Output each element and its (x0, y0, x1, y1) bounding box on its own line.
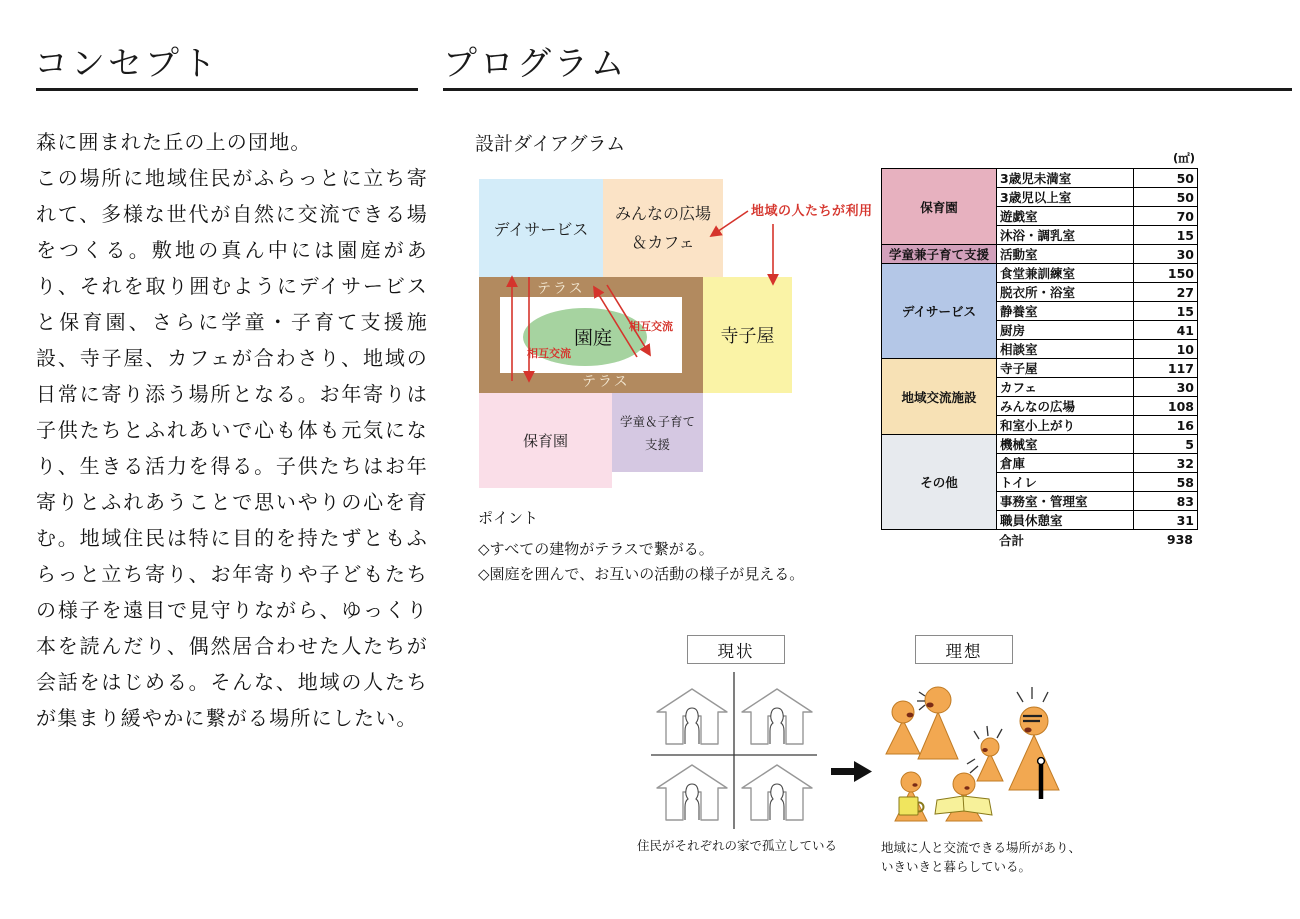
community-people-illustration (874, 668, 1074, 834)
table-room-cell: 相談室 (997, 340, 1134, 359)
person-talking-right (918, 687, 958, 759)
table-area-cell: 32 (1134, 454, 1198, 473)
total-value: 938 (1166, 532, 1193, 547)
concept-body-text: この場所に地域住民がふらっとに立ち寄れて、多様な世代が自然に交流できる場をつくる。敷地の真ん中には園庭があり、それを取り囲むようにデイサービスと保育園、さらに学童・子育て支援施設、寺子屋、カフェが合わさり、地域の日常に寄り添う場所となる。お年寄りは子供たちとふれあいで心も体も元気になり、生きる活力を得る。子供たちはお年寄りとふれあうことで思いやりの心を育む。地域住民は特に目的を持たずともふらっと立ち寄り、お年寄りや子どもたちの様子を遠目で見守りながら、ゆっくり本を読んだり、偶然居合わせた人たちが会話をはじめる。そんな、地域の人たちが集まり緩やかに繋がる場所にしたい。 (36, 166, 428, 730)
point-item-2: ◇園庭を囲んで、お互いの活動の様子が見える。 (478, 564, 805, 583)
area-total-row (881, 530, 1196, 549)
table-row (882, 169, 1198, 188)
total-label: 合計 (999, 532, 1025, 548)
excitement-rays-elderly (1017, 687, 1048, 702)
table-area-cell: 117 (1134, 359, 1198, 378)
table-room-cell: 遊戯室 (997, 207, 1134, 226)
table-room-cell: カフェ (997, 378, 1134, 397)
table-room-cell: 活動室 (997, 245, 1134, 264)
person-talking-left (886, 701, 920, 754)
area-table-body (882, 169, 1198, 530)
table-area-cell: 30 (1134, 245, 1198, 264)
diagram-block-plaza-cafe (603, 179, 723, 277)
ideal-state-tag (915, 635, 1013, 664)
table-area-cell: 5 (1134, 435, 1198, 454)
table-area-cell: 108 (1134, 397, 1198, 416)
diagram-block-dayservice (479, 179, 603, 277)
terrace-label-top: テラス (537, 281, 585, 297)
table-area-cell: 58 (1134, 473, 1198, 492)
points-title: ポイント (478, 509, 539, 527)
plaza-label-line1: みんなの広場 (614, 204, 711, 223)
table-area-cell: 10 (1134, 340, 1198, 359)
area-table-wrap (881, 150, 1197, 549)
table-row (882, 264, 1198, 283)
points-section (478, 507, 804, 586)
concept-title: コンセプト (34, 44, 219, 84)
gakudo-label-line2: 支援 (644, 436, 670, 452)
ideal-caption-line2: いきいきと暮らしている。 (881, 859, 1032, 874)
point-item-1: ◇すべての建物がテラスで繋がる。 (478, 540, 714, 558)
table-room-cell: トイレ (997, 473, 1134, 492)
table-room-cell: 職員休憩室 (997, 511, 1134, 530)
table-room-cell: 厨房 (997, 321, 1134, 340)
table-room-cell: 機械室 (997, 435, 1134, 454)
person-with-mug (895, 772, 927, 821)
child-figure (977, 738, 1003, 781)
diagram-block-terakoya (703, 277, 792, 393)
table-area-cell: 41 (1134, 321, 1198, 340)
mutual-exchange-label-left: 相互交流 (527, 347, 571, 360)
mug (899, 797, 918, 815)
table-room-cell: 3歳児未満室 (997, 169, 1134, 188)
table-area-cell: 70 (1134, 207, 1198, 226)
terrace-label-bottom: テラス (582, 374, 630, 390)
ideal-state-caption (881, 838, 1081, 876)
table-room-cell: 寺子屋 (997, 359, 1134, 378)
table-row (882, 435, 1198, 454)
diagram-block-nursery (479, 393, 612, 488)
table-room-cell: 和室小上がり (997, 416, 1134, 435)
gakudo-label-line1: 学童＆子育て (619, 413, 695, 429)
ideal-state-label: 理想 (945, 641, 983, 661)
program-title: プログラム (443, 44, 628, 84)
cane-handle (1038, 758, 1045, 765)
table-area-cell: 16 (1134, 416, 1198, 435)
table-category-cell: 地域交流施設 (882, 359, 997, 435)
table-area-cell: 150 (1134, 264, 1198, 283)
table-area-cell: 50 (1134, 169, 1198, 188)
laughter-marks (917, 692, 925, 710)
ideal-caption-line1: 地域に人と交流できる場所があり、 (881, 840, 1082, 855)
concept-body (36, 124, 428, 736)
plaza-label-line2: ＆カフェ (631, 233, 695, 252)
table-room-cell: 事務室・管理室 (997, 492, 1134, 511)
transition-arrow-icon (831, 760, 873, 783)
table-row (882, 359, 1198, 378)
table-room-cell: 脱衣所・浴室 (997, 283, 1134, 302)
table-category-cell: デイサービス (882, 264, 997, 359)
concept-title-underline (36, 88, 418, 91)
program-title-underline (443, 88, 1292, 91)
area-unit-label: (㎡) (1172, 151, 1195, 165)
table-area-cell: 31 (1134, 511, 1198, 530)
table-area-cell: 30 (1134, 378, 1198, 397)
table-room-cell: 沐浴・調乳室 (997, 226, 1134, 245)
table-area-cell: 15 (1134, 302, 1198, 321)
table-room-cell: 静養室 (997, 302, 1134, 321)
design-diagram (479, 179, 794, 491)
table-room-cell: 倉庫 (997, 454, 1134, 473)
current-state-caption: 住民がそれぞれの家で孤立している (637, 838, 838, 853)
mutual-exchange-label-right: 相互交流 (629, 320, 673, 333)
table-row (882, 245, 1198, 264)
elderly-figure (1009, 707, 1059, 799)
nursery-label: 保育園 (522, 432, 568, 450)
table-room-cell: 3歳児以上室 (997, 188, 1134, 207)
table-area-cell: 50 (1134, 188, 1198, 207)
table-area-cell: 27 (1134, 283, 1198, 302)
concept-intro-line: 森に囲まれた丘の上の団地。 (36, 130, 312, 154)
diagram-block-gakudo-support (612, 393, 703, 472)
table-room-cell: 食堂兼訓練室 (997, 264, 1134, 283)
current-state-tag (687, 635, 785, 664)
garden-label: 園庭 (573, 327, 612, 349)
table-category-cell: 保育園 (882, 169, 997, 245)
area-table (881, 168, 1198, 530)
community-use-note: 地域の人たちが利用 (751, 204, 873, 219)
terakoya-label: 寺子屋 (720, 326, 775, 347)
table-category-cell: 学童兼子育て支援 (882, 245, 997, 264)
table-area-cell: 15 (1134, 226, 1198, 245)
diagram-title: 設計ダイアグラム (475, 133, 626, 155)
table-room-cell: みんなの広場 (997, 397, 1134, 416)
table-area-cell: 83 (1134, 492, 1198, 511)
isolated-houses-illustration (645, 668, 825, 833)
current-state-label: 現状 (717, 641, 755, 661)
table-category-cell: その他 (882, 435, 997, 530)
dayservice-label: デイサービス (493, 219, 589, 239)
